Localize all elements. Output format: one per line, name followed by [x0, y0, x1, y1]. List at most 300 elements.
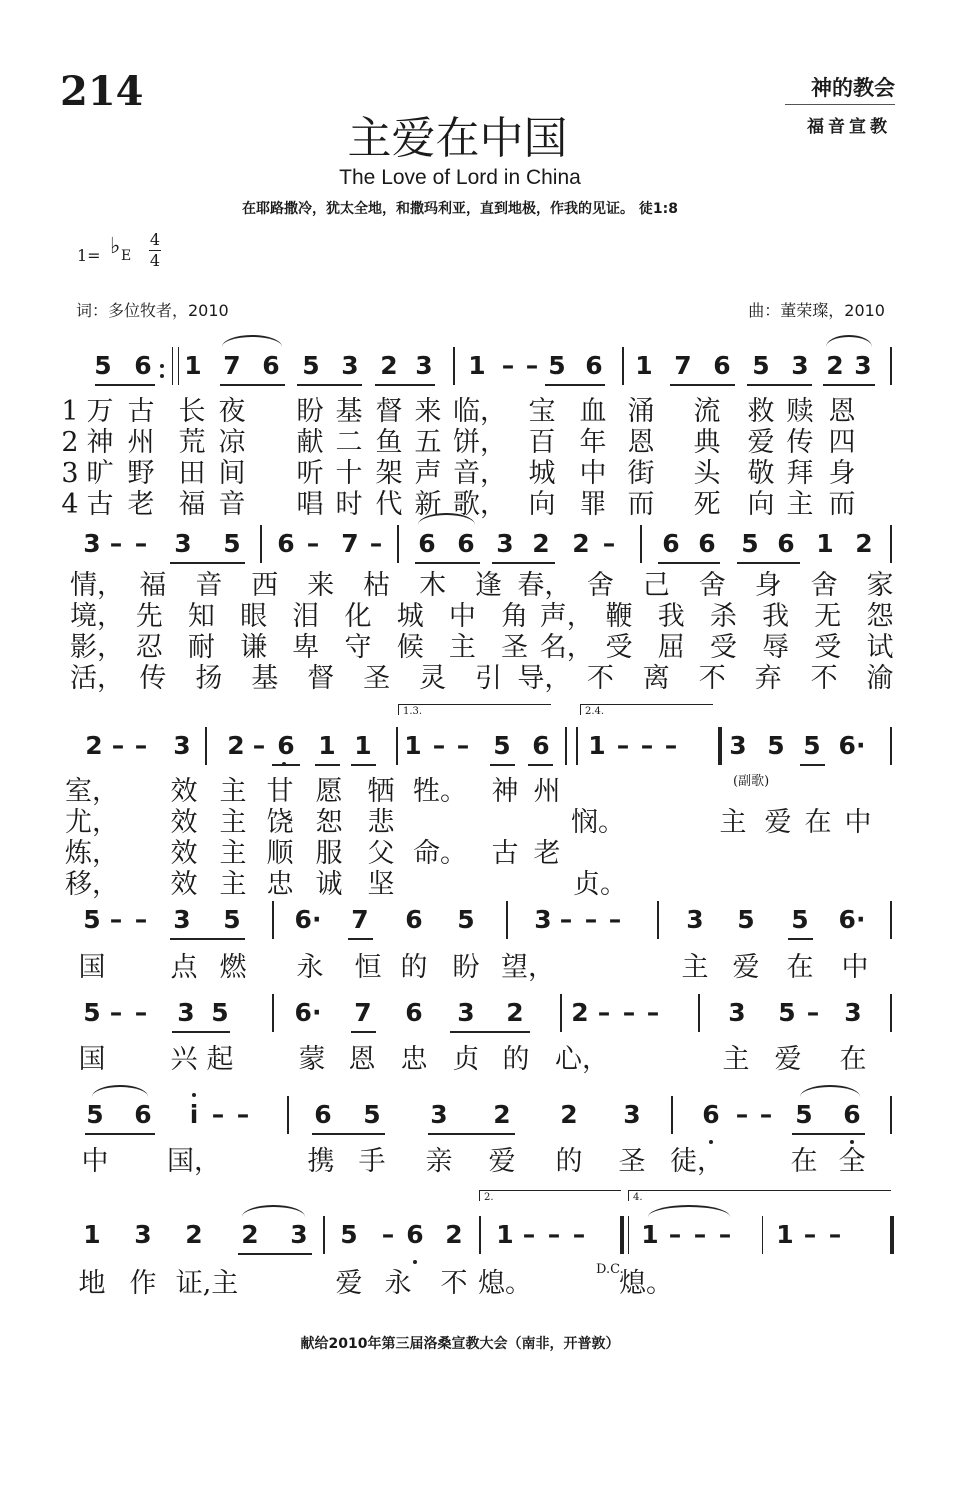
note: 6: [262, 351, 280, 380]
note: 3: [791, 351, 809, 380]
note: 3: [496, 529, 514, 558]
note: 3: [341, 351, 359, 380]
lyric-char: 主: [719, 807, 747, 838]
lyric-char: 的: [555, 1146, 583, 1177]
song-title: 主爱在中国: [347, 113, 568, 164]
barline: [628, 1216, 629, 1254]
note: –: [134, 731, 148, 760]
lyric-char: 声，: [539, 601, 594, 632]
note: –: [693, 1220, 707, 1249]
lyric-char: 街: [627, 458, 655, 489]
lyric-char: 鱼: [375, 427, 403, 458]
note: 1: [468, 351, 486, 380]
lyric-char: 不: [810, 663, 838, 694]
lyric-char: 头: [693, 458, 721, 489]
lyric-char: 全: [838, 1146, 866, 1177]
lyric-char: 古: [127, 396, 155, 427]
barline: [890, 525, 892, 563]
note: 2: [85, 731, 103, 760]
note: 6: [662, 529, 680, 558]
note: 2: [227, 731, 245, 760]
lyric-char: 老: [127, 489, 155, 520]
lyric-char: 城: [396, 601, 424, 632]
note: –: [369, 529, 383, 558]
lyrics-row-2-line-3: [0, 631, 955, 665]
note: 6: [134, 351, 152, 380]
lyric-char: 耐: [187, 632, 215, 663]
barline: [172, 347, 173, 385]
note: 5: [795, 1100, 813, 1129]
barline: [718, 727, 722, 765]
barline: [205, 727, 207, 765]
lyric-char: 我: [657, 601, 685, 632]
note: 5: [791, 905, 809, 934]
note: 6: [277, 529, 295, 558]
lyric-char: 木: [419, 570, 447, 601]
beam-underline: [220, 384, 285, 386]
key-prefix: 1=: [77, 246, 101, 265]
lyric-char: 舍: [810, 570, 838, 601]
lyric-char: 杀: [709, 601, 737, 632]
note: 7: [674, 351, 692, 380]
lyric-char: 情，: [70, 570, 124, 601]
note: 6: [314, 1100, 332, 1129]
barline: [323, 1216, 325, 1254]
lyric-char: 望，: [501, 952, 555, 983]
lyric-char: 悯。: [571, 807, 625, 838]
volta-bracket: [398, 704, 551, 715]
lyric-char: 化: [344, 601, 372, 632]
beam-underline: [737, 562, 800, 564]
lyric-char: 名，: [539, 632, 594, 663]
lyric-char: 时: [335, 489, 363, 520]
lyric-char: 忍: [135, 632, 163, 663]
lyric-char: 国，: [167, 1146, 221, 1177]
lyric-char: 拜: [786, 458, 814, 489]
beam-underline: [492, 562, 555, 564]
note: 6: [134, 1100, 152, 1129]
note: 2: [855, 529, 873, 558]
lyric-char: 歌，: [453, 489, 507, 520]
beam-underline: [172, 1031, 230, 1033]
note: –: [525, 351, 539, 380]
lyric-char: 主: [681, 952, 709, 983]
note: 2: [560, 1100, 578, 1129]
lyric-char: 屈: [657, 632, 685, 663]
note: 2: [572, 529, 590, 558]
lyric-char: 基: [335, 396, 363, 427]
lyric-char: 救: [747, 396, 775, 427]
lyric-char: 亲: [425, 1146, 453, 1177]
lyric-char: 架: [375, 458, 403, 489]
barline: [178, 347, 179, 385]
beam-underline: [312, 1133, 385, 1135]
lyric-char: 舍: [698, 570, 726, 601]
note: 3: [457, 998, 475, 1027]
beam-underline: [170, 938, 245, 940]
note: 5: [340, 1220, 358, 1249]
song-subtitle: The Love of Lord in China: [339, 166, 581, 189]
note: –: [735, 1100, 749, 1129]
lyric-char: 坚: [367, 869, 395, 900]
lyric-char: 督: [307, 663, 335, 694]
lyric-char: 试: [866, 632, 894, 663]
beam-underline: [95, 384, 155, 386]
lyric-char: 死: [693, 489, 721, 520]
note: 1: [496, 1220, 514, 1249]
note: –: [236, 1100, 250, 1129]
lyric-char: 恕: [315, 807, 343, 838]
note: 3: [290, 1220, 308, 1249]
note: –: [134, 998, 148, 1027]
barline: [560, 994, 562, 1032]
lyric-char: 尤，: [65, 807, 119, 838]
lyric-char: 爱: [764, 807, 792, 838]
lyric-char: 主: [448, 632, 476, 663]
lyric-char: 主: [219, 807, 247, 838]
note: 5: [223, 905, 241, 934]
note: –: [806, 998, 820, 1027]
note: 3: [623, 1100, 641, 1129]
beam-underline: [297, 384, 362, 386]
barline: [272, 994, 274, 1032]
barline: [671, 1096, 673, 1134]
barline: [272, 901, 274, 939]
barline: [479, 1216, 481, 1254]
volta-bracket: [479, 1190, 621, 1201]
flat-icon: ♭: [110, 234, 121, 259]
lyric-char: 西: [251, 570, 279, 601]
barline: [287, 1096, 289, 1134]
beam-underline: [450, 1031, 530, 1033]
beam-underline: [792, 1133, 865, 1135]
lyric-char: 弃: [754, 663, 782, 694]
beam-underline: [85, 1133, 155, 1135]
lyric-char: 兴: [170, 1044, 198, 1075]
note: –: [547, 1220, 561, 1249]
lyric-char: 无: [814, 601, 842, 632]
lyric-char: 夜: [218, 396, 246, 427]
lyric-char: 逢: [475, 570, 502, 601]
lyric-char: 导，: [517, 663, 572, 694]
note: –: [572, 1220, 586, 1249]
lyric-char: 的: [400, 952, 428, 983]
note: 5: [83, 998, 101, 1027]
lyric-char: 眼: [240, 601, 268, 632]
lyrics-row-2-line-1: [0, 569, 955, 603]
lyric-char: 来: [414, 396, 442, 427]
note: 3: [686, 905, 704, 934]
note: –: [718, 1220, 732, 1249]
note: 5: [752, 351, 770, 380]
lyric-char: 忠: [400, 1044, 428, 1075]
lyrics-row-1-line-2: [0, 426, 955, 460]
lyric-char: 命。: [413, 838, 467, 869]
octave-dot: [282, 762, 286, 766]
lyric-char: 悲: [367, 807, 395, 838]
lyric-char: 携: [307, 1146, 335, 1177]
lyrics-row-7-line-1: [0, 1267, 955, 1301]
lyric-char: 受: [814, 632, 842, 663]
lyric-char: 引: [475, 663, 502, 694]
note: 2: [826, 351, 844, 380]
note: 6: [532, 731, 550, 760]
beam-underline: [272, 764, 300, 766]
lyric-char: 中: [579, 458, 607, 489]
note: –: [306, 529, 320, 558]
note: 5: [493, 731, 511, 760]
note: 1: [318, 731, 336, 760]
time-signature: [149, 230, 161, 271]
notes-row-3: [0, 726, 955, 766]
lyric-char: 音，: [453, 458, 507, 489]
subcategory-label: 福音宣教: [807, 117, 891, 137]
lyric-char: 流: [693, 396, 721, 427]
note: 6: [702, 1100, 720, 1129]
tie-arc: [242, 1205, 305, 1217]
lyric-char: 卑: [292, 632, 320, 663]
lyric-char: 而: [627, 489, 655, 520]
lyric-char: 国: [78, 952, 106, 983]
lyric-char: 的: [502, 1044, 530, 1075]
barline: [565, 727, 567, 765]
lyric-char: 枯: [363, 570, 391, 601]
lyric-char: 主: [722, 1044, 750, 1075]
note: 5: [778, 998, 796, 1027]
note: –: [211, 1100, 225, 1129]
lyric-char: 炼，: [65, 838, 119, 869]
lyric-char: 典: [693, 427, 721, 458]
note: 6: [585, 351, 603, 380]
beam-underline: [528, 764, 553, 766]
note: 1: [776, 1220, 794, 1249]
note: 6: [713, 351, 731, 380]
note: 3: [430, 1100, 448, 1129]
lyric-char: 恩: [348, 1044, 376, 1075]
lyric-char: 4: [61, 489, 79, 520]
lyric-char: 徒，: [670, 1146, 724, 1177]
lyric-char: 渝: [866, 663, 894, 694]
lyric-char: 效: [170, 776, 198, 807]
barline: [890, 1096, 892, 1134]
notes-row-2: [0, 524, 955, 564]
note: 7: [223, 351, 241, 380]
note: 6·: [294, 905, 322, 934]
lyric-char: 恩: [627, 427, 655, 458]
notes-row-4: [0, 900, 955, 940]
lyric-char: 向: [528, 489, 556, 520]
note: 5: [457, 905, 475, 934]
note: 3: [173, 731, 191, 760]
volta-bracket: [580, 704, 713, 715]
repeat-dot: [160, 364, 164, 368]
lyric-char: 盼: [452, 952, 480, 983]
footer-note: 献给2010年第三届洛桑宣教大会（南非，开普敦）: [300, 1336, 620, 1352]
lyric-char: 间: [218, 458, 246, 489]
lyric-char: 不: [586, 663, 614, 694]
note: –: [664, 731, 678, 760]
note: 2: [185, 1220, 203, 1249]
note: –: [584, 905, 598, 934]
lyric-char: 候: [396, 632, 424, 663]
hymn-number: 214: [60, 68, 144, 115]
lyric-char: 宝: [528, 396, 556, 427]
lyric-char: 泪: [292, 601, 320, 632]
note: 7: [341, 529, 359, 558]
lyric-char: 效: [170, 869, 198, 900]
lyric-char: 爱: [774, 1044, 802, 1075]
note: –: [109, 529, 123, 558]
note: –: [252, 731, 266, 760]
lyric-char: 恩: [828, 396, 856, 427]
note: 6: [777, 529, 795, 558]
note: –: [602, 529, 616, 558]
beam-underline: [415, 562, 480, 564]
note: –: [381, 1220, 395, 1249]
octave-dot: [709, 1140, 713, 1144]
note: –: [803, 1220, 817, 1249]
notes-row-6: [0, 1095, 955, 1135]
lyric-char: 万: [86, 396, 114, 427]
lyric-char: 家: [866, 570, 894, 601]
note: –: [622, 998, 636, 1027]
barline: [622, 347, 624, 385]
notes-row-1: [0, 346, 955, 386]
lyrics-row-6-line-1: [0, 1145, 955, 1179]
note: 2: [380, 351, 398, 380]
lyric-char: 证,主: [175, 1268, 239, 1299]
barline: [397, 525, 399, 563]
lyric-char: 灵: [419, 663, 447, 694]
lyric-char: 向: [747, 489, 775, 520]
lyric-char: 受: [605, 632, 633, 663]
volta-label: 2.: [484, 1192, 494, 1203]
lyric-char: 不: [440, 1268, 468, 1299]
note: 6: [418, 529, 436, 558]
note: –: [759, 1100, 773, 1129]
note: –: [608, 905, 622, 934]
lyric-char: 在: [804, 807, 832, 838]
tie-arc: [800, 1085, 860, 1097]
lyric-char: 效: [170, 807, 198, 838]
lyric-char: 福: [178, 489, 206, 520]
note: 6·: [838, 731, 866, 760]
repeat-dot: [160, 374, 164, 378]
notes-row-5: [0, 993, 955, 1033]
lyric-char: 牺: [367, 776, 395, 807]
note: 6: [277, 731, 295, 760]
lyric-char: 听: [296, 458, 324, 489]
composer: 曲：董荣璨，2010: [748, 301, 885, 320]
barline: [698, 994, 700, 1032]
lyric-char: 永: [384, 1268, 412, 1299]
note: –: [111, 731, 125, 760]
beam-underline: [670, 384, 735, 386]
note: 3: [134, 1220, 152, 1249]
lyric-char: 涌: [627, 396, 655, 427]
lyric-char: 起: [206, 1044, 234, 1075]
barline: [890, 1216, 894, 1254]
lyric-char: 州: [127, 427, 155, 458]
lyrics-row-3-line-1: [0, 775, 955, 809]
lyric-char: 圣: [363, 663, 391, 694]
lyric-char: 在: [839, 1044, 867, 1075]
note: –: [522, 1220, 536, 1249]
note: –: [134, 905, 148, 934]
note: i: [189, 1100, 199, 1129]
note: –: [109, 998, 123, 1027]
note: 1: [83, 1220, 101, 1249]
note: 3: [415, 351, 433, 380]
note: –: [432, 731, 446, 760]
note: 7: [354, 998, 372, 1027]
lyric-char: 敬: [747, 458, 775, 489]
lyric-char: 地: [78, 1268, 106, 1299]
barline: [890, 901, 892, 939]
lyric-char: 二: [335, 427, 363, 458]
note: –: [559, 905, 573, 934]
note: 2: [571, 998, 589, 1027]
barline: [576, 727, 578, 765]
lyric-char: 3: [61, 458, 79, 489]
lyric-char: 蒙: [298, 1044, 326, 1075]
note: 3: [729, 731, 747, 760]
lyric-char: 父: [367, 838, 395, 869]
note: 3: [844, 998, 862, 1027]
lyric-char: 新: [414, 489, 442, 520]
lyric-char: 愿: [315, 776, 343, 807]
note: 1: [404, 731, 422, 760]
lyric-char: 主: [219, 776, 247, 807]
lyric-char: 圣: [501, 632, 529, 663]
beam-underline: [348, 938, 373, 940]
lyric-char: 十: [335, 458, 363, 489]
lyric-char: 身: [828, 458, 856, 489]
lyrics-row-1-line-4: [0, 488, 955, 522]
beam-underline: [490, 764, 515, 766]
beam-underline: [823, 384, 875, 386]
beam-underline: [428, 1133, 515, 1135]
note: 1: [588, 731, 606, 760]
lyric-char: 辱: [762, 632, 790, 663]
lyric-char: 忠: [266, 869, 294, 900]
lyric-char: 年: [579, 427, 607, 458]
barline: [396, 727, 398, 765]
lyric-char: 献: [296, 427, 324, 458]
note: 5: [86, 1100, 104, 1129]
lyric-char: 赎: [786, 396, 814, 427]
lyrics-row-2-line-4: [0, 662, 955, 696]
note: 2: [493, 1100, 511, 1129]
note: 5: [83, 905, 101, 934]
lyrics-row-3-line-3: [0, 837, 955, 871]
octave-dot: [850, 1140, 854, 1144]
lyric-char: 在: [786, 952, 814, 983]
lyric-char: 血: [579, 396, 607, 427]
barline: [260, 525, 262, 563]
lyric-char: 离: [642, 663, 670, 694]
lyric-char: 境，: [70, 601, 124, 632]
note: 3: [534, 905, 552, 934]
lyric-char: 顺: [266, 838, 294, 869]
lyric-char: 国: [78, 1044, 106, 1075]
lyric-char: 永: [296, 952, 324, 983]
lyric-char: 先: [135, 601, 163, 632]
lyrics-row-2-line-2: [0, 600, 955, 634]
note: 6: [406, 1220, 424, 1249]
lyric-char: 而: [828, 489, 856, 520]
lyric-char: 野: [127, 458, 155, 489]
